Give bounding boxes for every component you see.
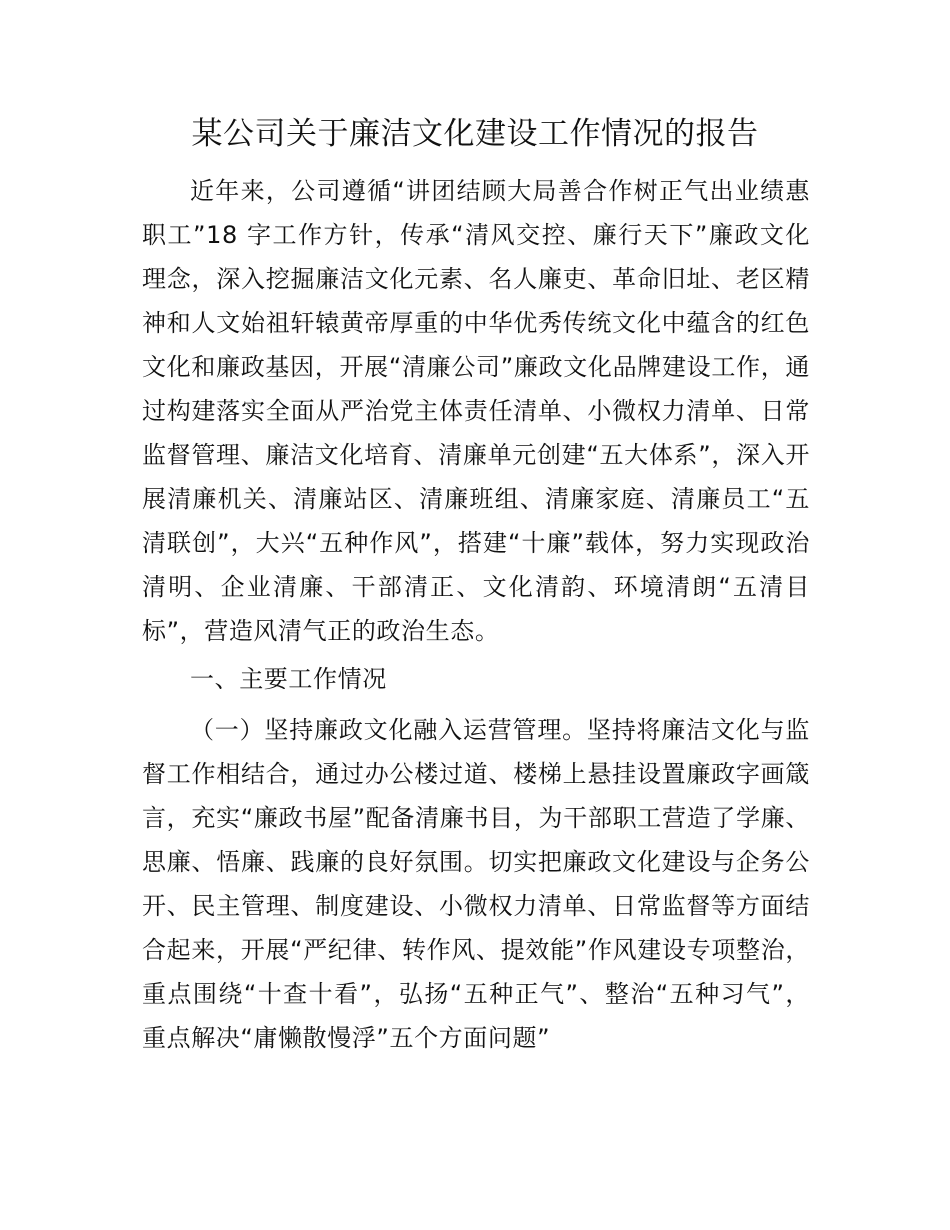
- section-heading: 一、主要工作情况: [190, 665, 387, 693]
- document-title: 某公司关于廉洁文化建设工作情况的报告: [191, 116, 759, 152]
- intro-paragraph: 近年来，公司遵循“讲团结顾大局善合作树正气出业绩惠职工”18 字工作方针，传承“清风交控、廉行天下”廉政文化理念，深入挖掘廉洁文化元素、名人廉吏、革命旧址、老区精神和人文始祖轩辕黄帝厚重的中华优秀传统文化中蕴含的红色文化和廉政基因，开展“清廉公司”廉政文化品牌建设工作，通过构建落实全面从严治党主体责任清单、小微权力清单、日常监督管理、廉洁文化培育、清廉单元创建“五大体系”，深入开展清廉机关、清廉站区、清廉班组、清廉家庭、清廉员工“五清联创”，大兴“五种作风”，搭建“十廉”载体，努力实现政治清明、企业清廉、干部清正、文化清韵、环境清朗“五清目标”，营造风清气正的政治生态。: [142, 177, 810, 645]
- subsection-paragraph: （一）坚持廉政文化融入运营管理。坚持将廉洁文化与监督工作相结合，通过办公楼过道、楼梯上悬挂设置廉政字画箴言，充实“廉政书屋”配备清廉书目，为干部职工营造了学廉、思廉、悟廉、践廉的良好氛围。切实把廉政文化建设与企务公开、民主管理、制度建设、小微权力清单、日常监督等方面结合起来，开展“严纪律、转作风、提效能”作风建设专项整治，重点围绕“十查十看”，弘扬“五种正气”、整治“五种习气”，重点解决“庸懒散慢浮”五个方面问题”: [142, 716, 810, 1052]
